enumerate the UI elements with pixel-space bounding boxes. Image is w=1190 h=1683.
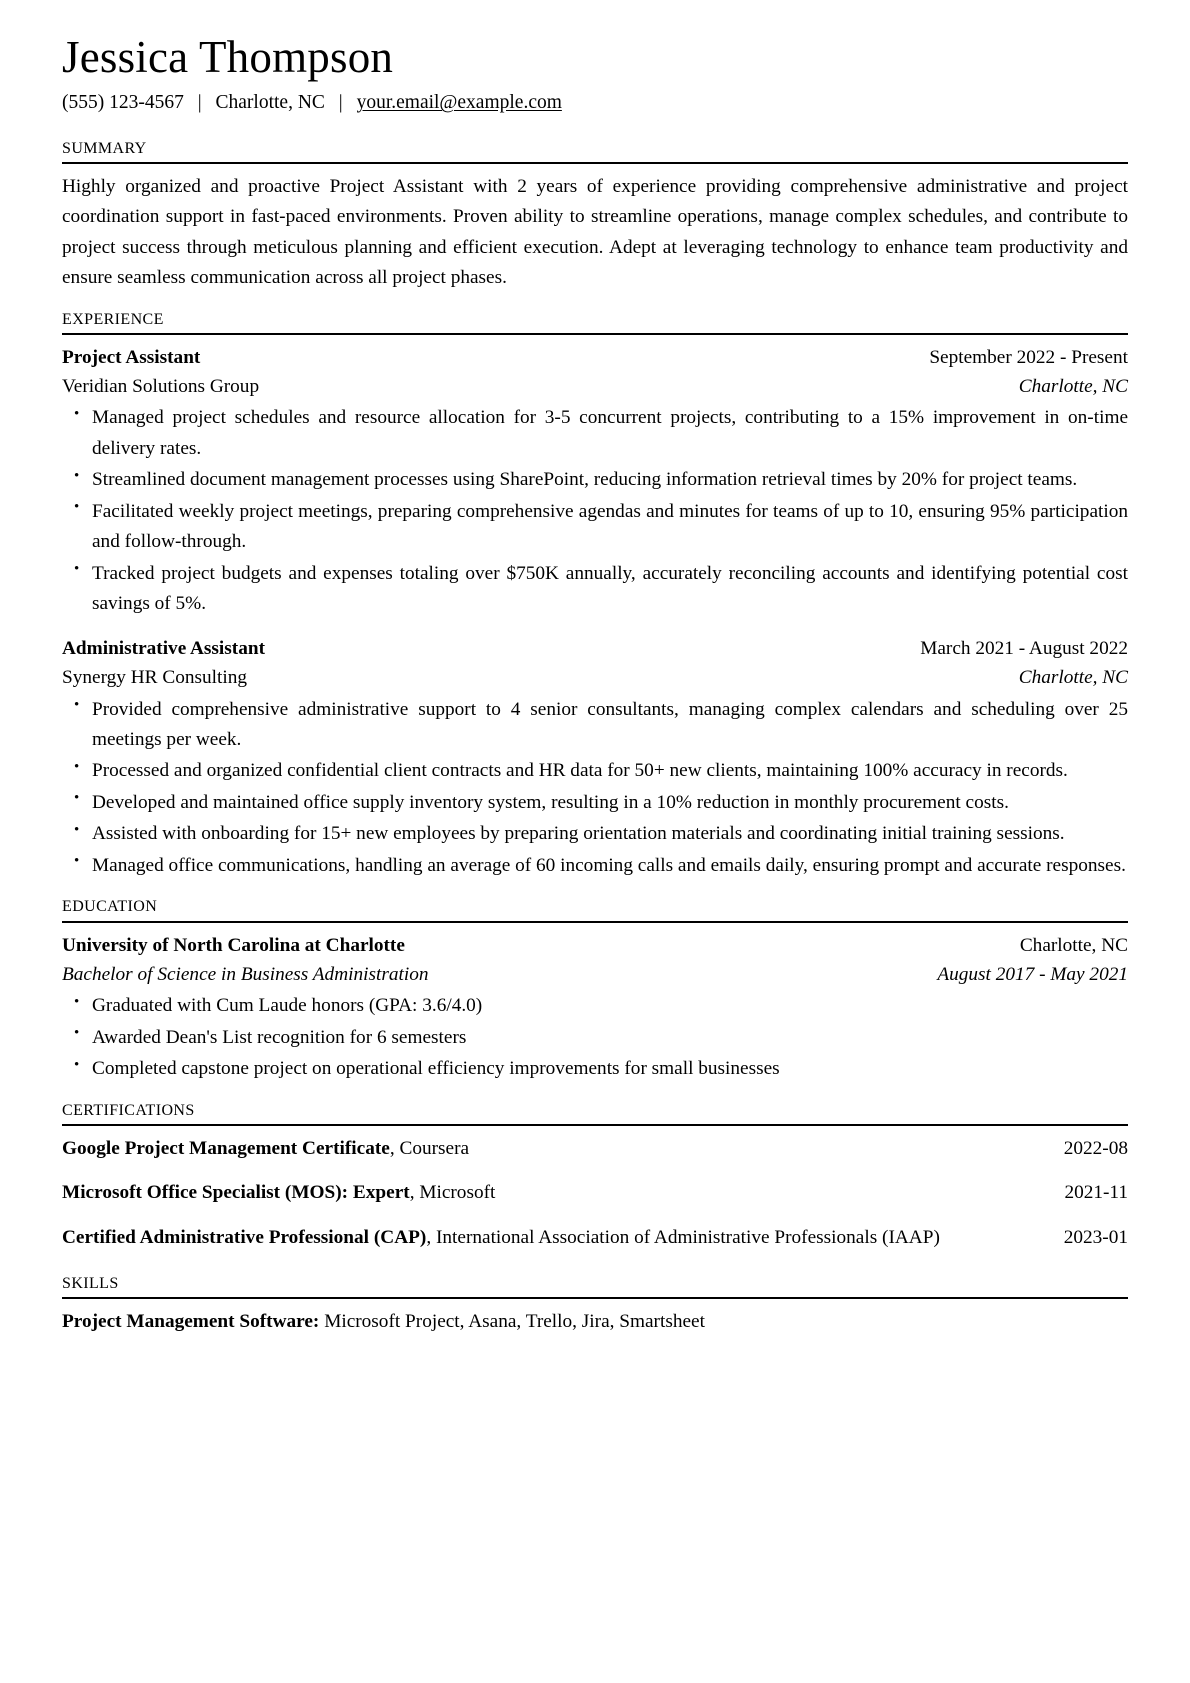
skills-section-title: skills — [62, 1268, 119, 1294]
education-entry — [62, 931, 1128, 1085]
job-dates: March 2021 - August 2022 — [920, 637, 1128, 659]
job-bullet: • Processed and organized confidential client contracts and HR data for 50+ new clients, maintaining 100% accuracy in records. — [62, 756, 1128, 786]
job-bullets — [62, 403, 1128, 619]
summary-section-title: summary — [62, 132, 147, 158]
job-bullet: • Streamlined document management processes using SharePoint, reducing information retrieval times by 20% for project teams. — [62, 465, 1128, 495]
job-bullet: • Tracked project budgets and expenses totaling over $750K annually, accurately reconciling accounts and identifying potential cost savings of 5%. — [62, 559, 1128, 620]
job-dates: September 2022 - Present — [929, 346, 1128, 368]
skill-items: Microsoft Project, Asana, Trello, Jira, Smartsheet — [324, 1311, 705, 1333]
summary-section-rule — [62, 162, 1128, 164]
experience-title-row — [62, 634, 1128, 663]
education-bullet: • Completed capstone project on operational efficiency improvements for small businesses — [62, 1054, 1128, 1084]
education-degree-row — [62, 960, 1128, 989]
job-location: Charlotte, NC — [1018, 667, 1128, 689]
certifications-section-title: certifications — [62, 1094, 195, 1120]
certification-date: 2023-01 — [1063, 1226, 1128, 1248]
education-section-rule — [62, 921, 1128, 923]
experience-section-title: experience — [62, 303, 164, 329]
contact-email-link[interactable]: your.email@example.com — [356, 92, 562, 114]
certification-comma: , — [409, 1182, 420, 1204]
certification-name: Microsoft Office Specialist (MOS): Expert — [62, 1182, 410, 1204]
job-bullets — [62, 695, 1128, 882]
job-title: Administrative Assistant — [62, 637, 265, 659]
job-company: Veridian Solutions Group — [62, 376, 260, 398]
job-bullet: • Assisted with onboarding for 15+ new employees by preparing orientation materials and coordinating initial training sessions. — [62, 819, 1128, 849]
job-company: Synergy HR Consulting — [62, 667, 247, 689]
certifications-section-rule — [62, 1124, 1128, 1126]
education-bullet: • Awarded Dean's List recognition for 6 semesters — [62, 1023, 1128, 1053]
experience-entry — [62, 634, 1128, 882]
job-bullet: • Developed and maintained office supply inventory system, resulting in a 10% reduction in monthly procurement costs. — [62, 788, 1128, 818]
summary-text: Highly organized and proactive Project Assistant with 2 years of experience providing comprehensive administrative and project coordination support in fast-paced environments. Proven ability to streamline operations, manage complex schedules, and contribute to project success through meticulous planning and efficient execution. Adept at leveraging technology to enhance team productivity and ensure seamless communication across all project phases. — [62, 175, 1128, 289]
skills-section-rule — [62, 1297, 1128, 1299]
education-bullet: • Graduated with Cum Laude honors (GPA: 3.6/4.0) — [62, 991, 1128, 1021]
job-location: Charlotte, NC — [1018, 376, 1128, 398]
certification-date: 2021-11 — [1064, 1182, 1128, 1204]
certification-name: Certified Administrative Professional (CAP) — [62, 1226, 427, 1248]
certification-date: 2022-08 — [1063, 1137, 1128, 1159]
experience-entry — [62, 343, 1128, 620]
education-school-row — [62, 931, 1128, 960]
summary-section — [62, 132, 1128, 294]
certification-item — [62, 1134, 1128, 1164]
skill-line — [62, 1307, 1128, 1337]
job-bullet: • Facilitated weekly project meetings, preparing comprehensive agendas and minutes for teams of up to 10, ensuring 95% participation and follow-through. — [62, 497, 1128, 558]
skill-category: Project Management Software: — [62, 1311, 320, 1333]
degree-name: Bachelor of Science in Business Administration — [62, 963, 429, 985]
certification-issuer: International Association of Administrative Professionals (IAAP) — [435, 1226, 940, 1248]
experience-title-row — [62, 343, 1128, 372]
job-bullet: • Managed office communications, handling an average of 60 incoming calls and emails daily, ensuring prompt and accurate responses. — [62, 851, 1128, 881]
education-section — [62, 890, 1128, 1084]
education-section-title: education — [62, 891, 158, 917]
experience-section — [62, 303, 1128, 882]
certification-name: Google Project Management Certificate — [62, 1137, 390, 1159]
candidate-name: Jessica Thompson — [62, 32, 394, 82]
contact-separator-1: | — [197, 92, 202, 114]
school-name: University of North Carolina at Charlotte — [62, 934, 405, 956]
education-bullets — [62, 991, 1128, 1084]
certifications-section — [62, 1094, 1128, 1254]
degree-dates: August 2017 - May 2021 — [937, 963, 1128, 985]
experience-section-rule — [62, 333, 1128, 335]
certification-issuer: Microsoft — [419, 1182, 496, 1204]
skills-section — [62, 1267, 1128, 1338]
experience-company-row — [62, 663, 1128, 692]
certification-item — [62, 1178, 1128, 1208]
resume-header — [62, 34, 1128, 116]
certification-item — [62, 1223, 1128, 1253]
contact-separator-2: | — [338, 92, 343, 114]
job-title: Project Assistant — [62, 346, 201, 368]
certification-comma: , — [389, 1137, 400, 1159]
job-bullet: • Provided comprehensive administrative support to 4 senior consultants, managing complex calendars and scheduling over 25 meetings per week. — [62, 695, 1128, 756]
contact-location: Charlotte, NC — [215, 92, 325, 114]
school-location: Charlotte, NC — [1019, 934, 1128, 956]
contact-line — [62, 91, 1128, 115]
experience-company-row — [62, 372, 1128, 401]
certification-issuer: Coursera — [399, 1137, 470, 1159]
job-bullet: • Managed project schedules and resource allocation for 3-5 concurrent projects, contributing to a 15% improvement in on-time delivery rates. — [62, 403, 1128, 464]
contact-phone: (555) 123-4567 — [62, 92, 184, 114]
certification-comma: , — [426, 1226, 436, 1248]
